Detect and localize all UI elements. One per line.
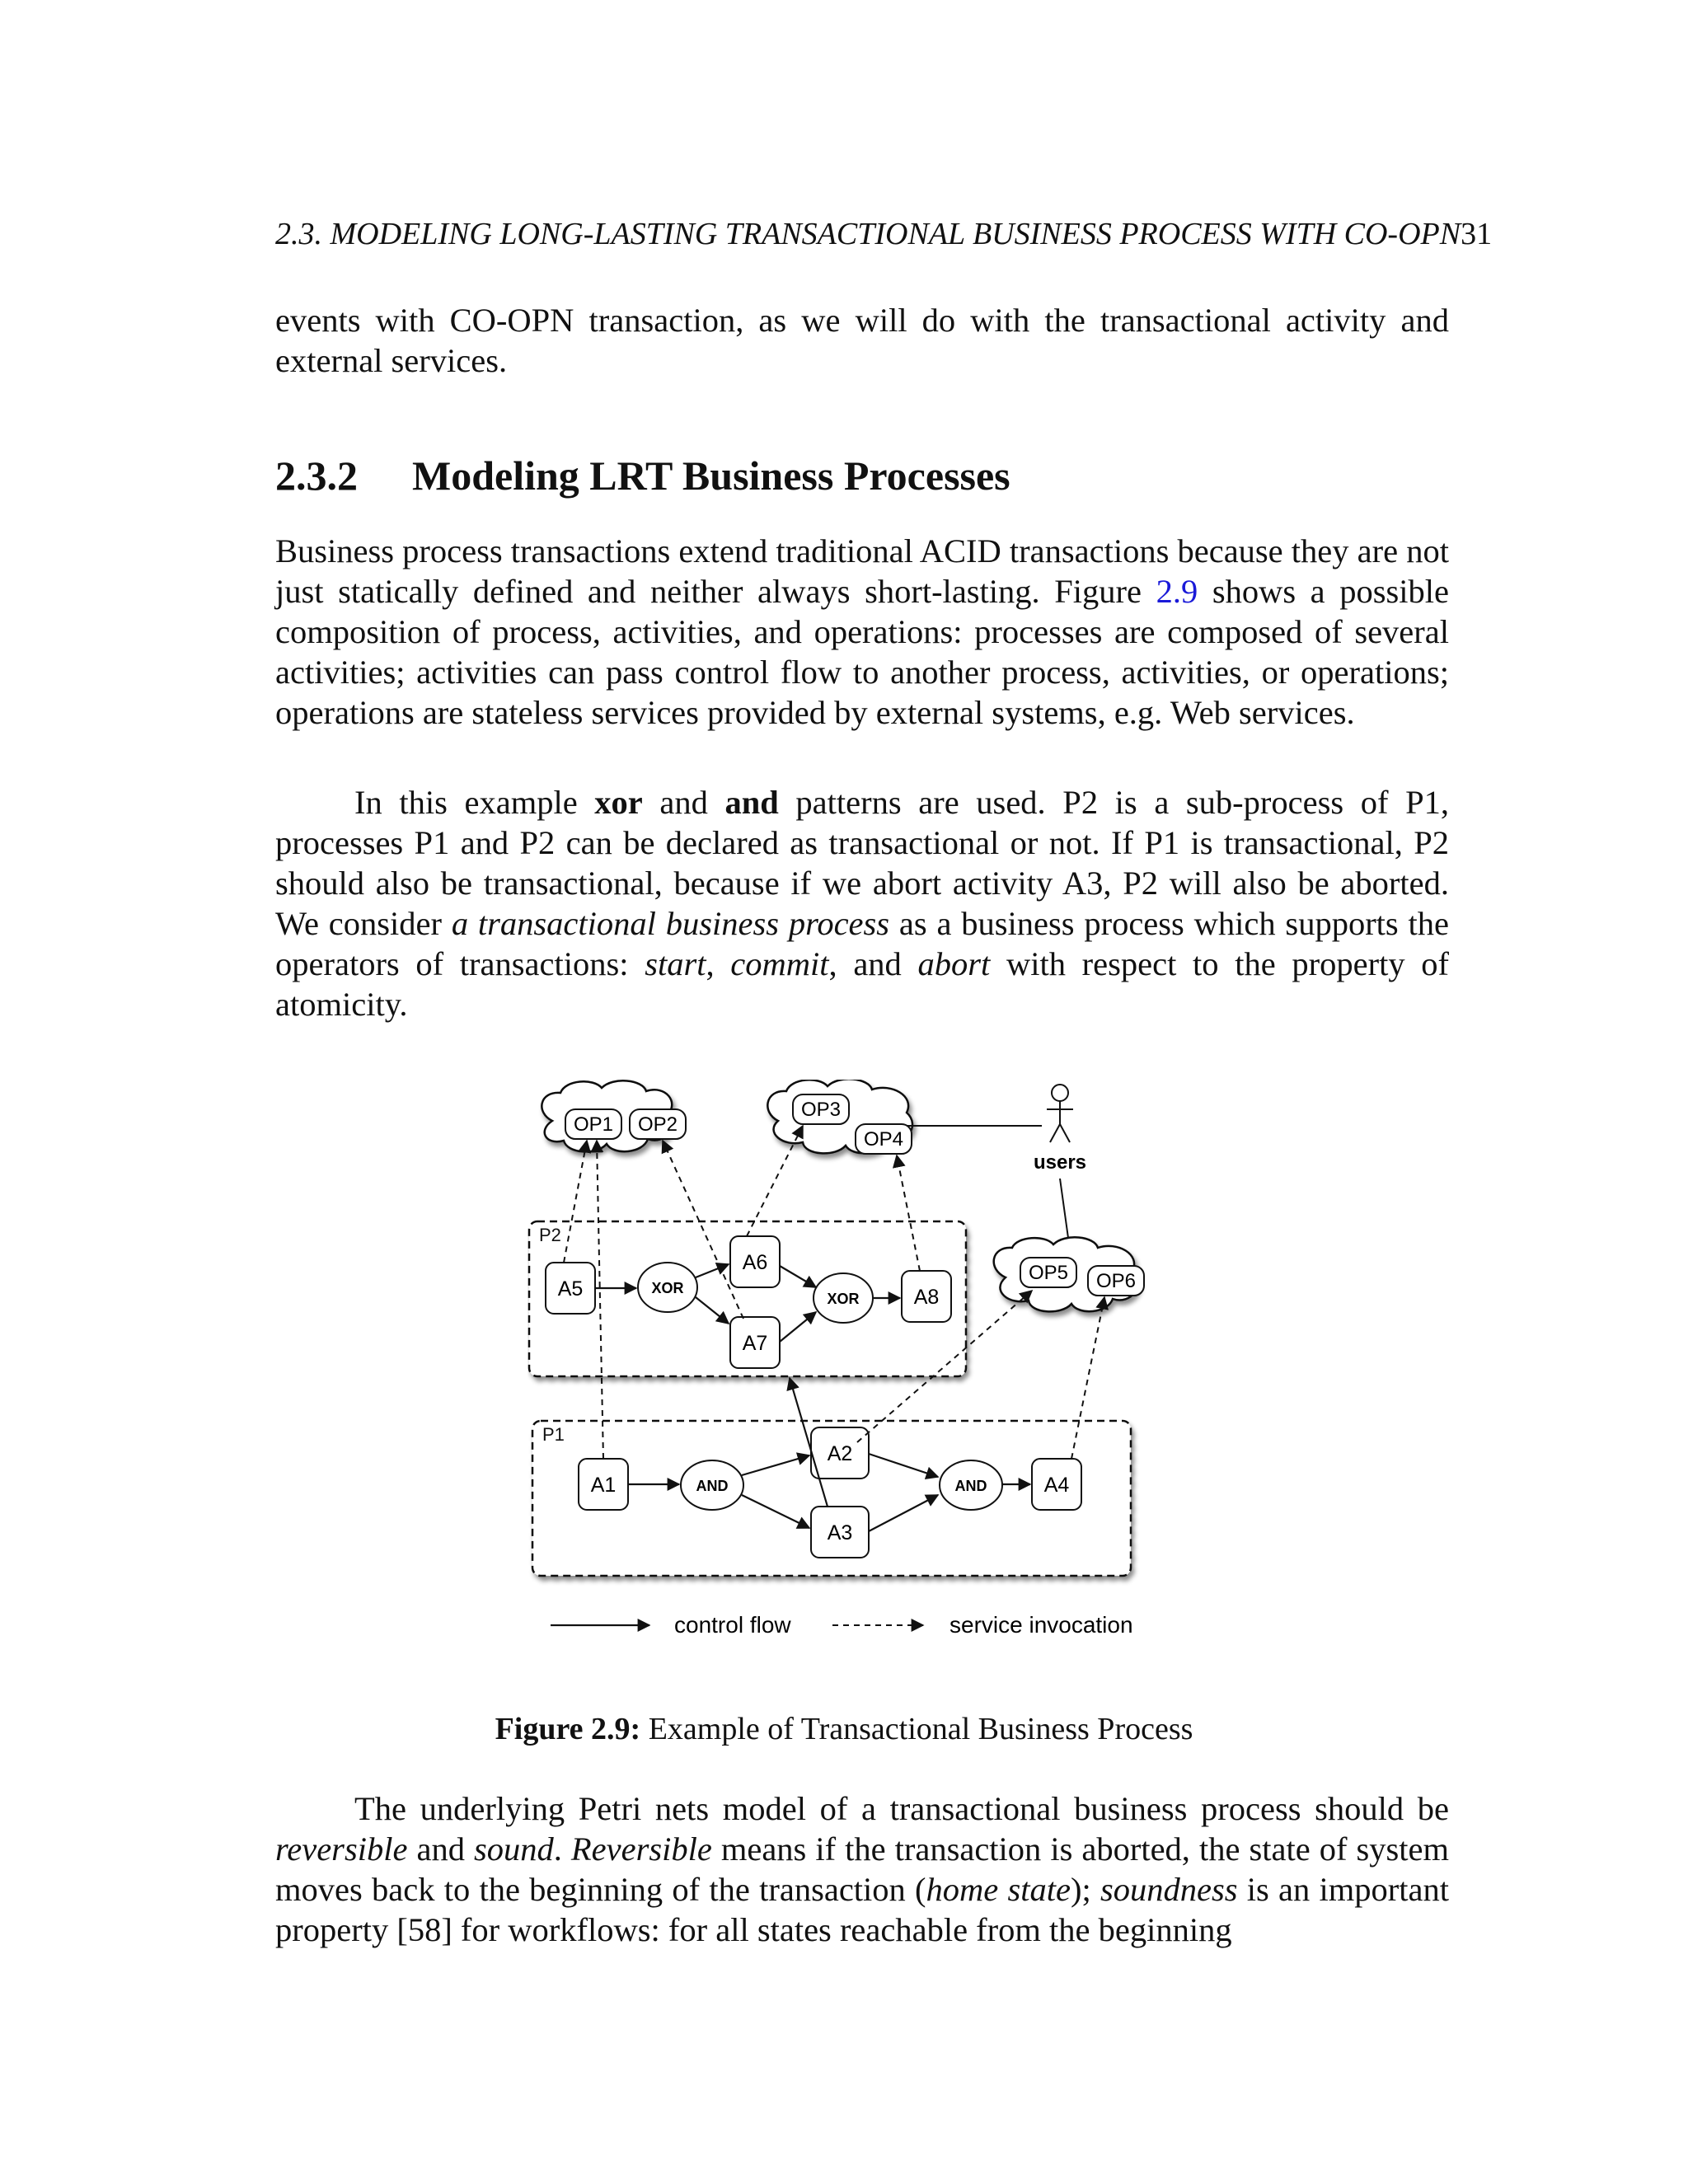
svg-text:A8: A8 (913, 1286, 940, 1309)
svg-text:OP2: OP2 (637, 1113, 678, 1136)
svg-text:A2: A2 (827, 1442, 853, 1465)
activity-a5 (546, 1263, 595, 1314)
users-link-op5 (1060, 1179, 1068, 1238)
activity-a4 (1032, 1459, 1081, 1510)
svg-text:XOR: XOR (651, 1280, 684, 1296)
legend-service-invocation-label: service invocation (950, 1612, 1133, 1638)
svg-text:A1: A1 (590, 1474, 617, 1497)
gateway-and-1 (681, 1460, 743, 1510)
running-head (275, 216, 1676, 252)
activity-a6 (730, 1236, 780, 1287)
figure-caption (0, 1711, 1688, 1747)
op4 (856, 1124, 912, 1154)
page-number: 31 (1461, 217, 1493, 251)
svg-text:A5: A5 (557, 1277, 584, 1301)
op3 (793, 1094, 849, 1124)
process-p1-label: P1 (542, 1424, 565, 1445)
legend-control-flow-label: control flow (674, 1612, 791, 1638)
gateway-xor-2 (814, 1273, 873, 1323)
users-label: users (1033, 1151, 1087, 1174)
svg-text:AND: AND (696, 1478, 729, 1494)
business-process-diagram (528, 1080, 1203, 1673)
svg-text:AND: AND (954, 1478, 987, 1494)
activity-a3 (811, 1507, 869, 1558)
running-head-title: 2.3. MODELING LONG-LASTING TRANSACTIONAL BUSINESS PROCESS WITH CO-OPN (275, 217, 1461, 251)
svg-text:A6: A6 (742, 1251, 768, 1274)
tbp-term: a transactional business process (451, 905, 890, 942)
svg-text:XOR: XOR (827, 1291, 860, 1307)
and-term: and (724, 784, 779, 821)
paragraph-1: Business process transactions extend traditional ACID transactions because they are not just statically defined and neither always short-lasting. Figure 2.9 shows a possible composition of process, activities, and operations: processes are composed of several activities; activities can pass control flow to another process, activities, or operations; operations are stateless services provided by external systems, e.g. Web services. (275, 532, 1450, 731)
figure-reference-link[interactable]: 2.9 (1156, 573, 1198, 610)
activity-a7 (730, 1317, 780, 1368)
caption-text: Example of Transactional Business Process (648, 1712, 1193, 1746)
op1 (565, 1109, 621, 1139)
activity-a8 (902, 1271, 951, 1322)
svg-text:A4: A4 (1043, 1474, 1070, 1497)
op6 (1088, 1266, 1144, 1296)
process-p2-label: P2 (539, 1225, 561, 1245)
intro-paragraph: events with CO-OPN transaction, as we will do with the transactional activity and external services. (275, 302, 1449, 379)
figure-2-9 (528, 1080, 1203, 1677)
xor-term: xor (594, 784, 643, 821)
svg-text:OP5: OP5 (1028, 1262, 1069, 1284)
section-title: Modeling LRT Business Processes (412, 452, 1010, 499)
caption-label: Figure 2.9: (495, 1712, 641, 1746)
svg-text:A3: A3 (827, 1521, 853, 1544)
op5 (1020, 1258, 1076, 1287)
svg-text:OP4: OP4 (863, 1128, 904, 1151)
legend (551, 1612, 1133, 1638)
paragraph-2: In this example xor and and patterns are used. P2 is a sub-process of P1, processes P1 and P2 can be declared as transactional or not. If P1 is transactional, P2 should also be transactional, because if we abort activity A3, P2 will also be aborted. We consider a transactional business process as a business process which supports the operators of transactions: start, commit, and abort with respect to the property of atomicity. (275, 784, 1449, 1023)
gateway-xor-1 (638, 1263, 697, 1312)
activity-a2 (811, 1427, 869, 1479)
section-heading (275, 452, 1010, 499)
svg-text:OP1: OP1 (573, 1113, 614, 1136)
svg-text:OP3: OP3 (800, 1099, 842, 1121)
activity-a1 (579, 1459, 628, 1510)
op2 (630, 1109, 686, 1139)
svg-text:A7: A7 (742, 1332, 768, 1355)
gateway-and-2 (940, 1460, 1002, 1510)
paragraph-3: The underlying Petri nets model of a transactional business process should be reversible and sound. Reversible means if the transaction is aborted, the state of system moves back to the beginning of the transaction (home state); soundness is an important property [58] for workflows: for all states reachable from the beginning (275, 1790, 1449, 1948)
svg-text:OP6: OP6 (1095, 1270, 1137, 1292)
section-number: 2.3.2 (275, 452, 358, 499)
users-actor (1047, 1085, 1073, 1142)
